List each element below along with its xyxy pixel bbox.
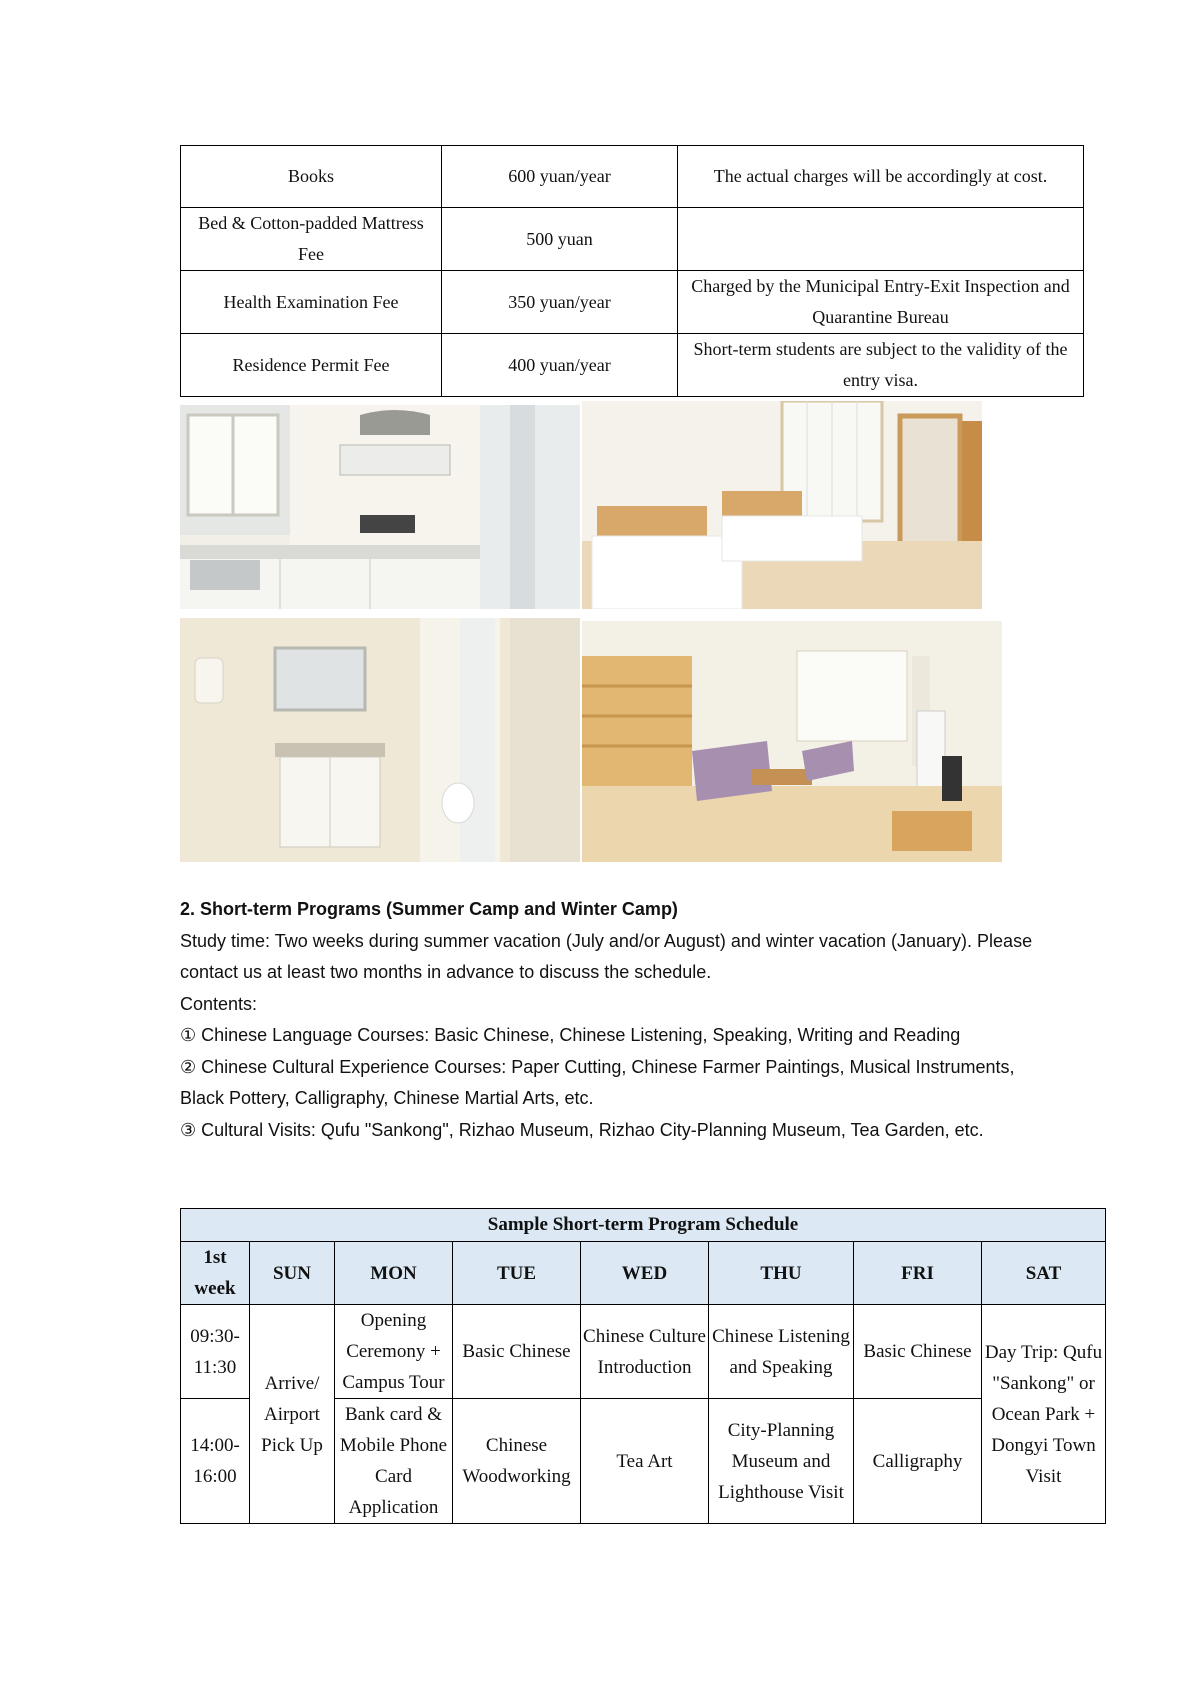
table-row [181, 334, 1084, 397]
schedule-cell-sun: Arrive/ Airport Pick Up [250, 1305, 335, 1524]
day-header: SAT [982, 1242, 1106, 1305]
fee-amount: 400 yuan/year [442, 334, 678, 397]
short-term-programs-section [180, 894, 1040, 1146]
day-header: SUN [250, 1242, 335, 1305]
schedule-cell: Basic Chinese [453, 1305, 581, 1399]
fee-note: Charged by the Municipal Entry-Exit Inspection and Quarantine Bureau [678, 271, 1084, 334]
table-row [181, 271, 1084, 334]
schedule-cell: Calligraphy [854, 1399, 982, 1524]
schedule-cell: Tea Art [581, 1399, 709, 1524]
table-row [181, 208, 1084, 271]
schedule-cell: Chinese Woodworking [453, 1399, 581, 1524]
time-slot: 09:30-11:30 [181, 1305, 250, 1399]
schedule-title: Sample Short-term Program Schedule [181, 1209, 1106, 1242]
schedule-cell: Basic Chinese [854, 1305, 982, 1399]
week-label: 1st week [181, 1242, 250, 1305]
day-header: WED [581, 1242, 709, 1305]
table-row [181, 1305, 1106, 1399]
fee-note [678, 208, 1084, 271]
table-row [181, 1242, 1106, 1305]
table-row [181, 1209, 1106, 1242]
day-header: FRI [854, 1242, 982, 1305]
schedule-cell-sat: Day Trip: Qufu "Sankong" or Ocean Park + Dongyi Town Visit [982, 1305, 1106, 1524]
day-header: TUE [453, 1242, 581, 1305]
schedule-cell: Bank card & Mobile Phone Card Application [335, 1399, 453, 1524]
study-time-text: Study time: Two weeks during summer vacation (July and/or August) and winter vacation (January). Please contact us at least two months in advance to discuss the schedule. [180, 930, 1033, 982]
list-item: ③ Cultural Visits: Qufu "Sankong", Rizhao Museum, Rizhao City-Planning Museum, Tea Garden, etc. [180, 1119, 984, 1140]
time-slot: 14:00-16:00 [181, 1399, 250, 1524]
fee-item: Residence Permit Fee [181, 334, 442, 397]
day-header: THU [709, 1242, 854, 1305]
table-row [181, 146, 1084, 208]
fee-note: Short-term students are subject to the validity of the entry visa. [678, 334, 1084, 397]
fee-amount: 350 yuan/year [442, 271, 678, 334]
fee-item: Health Examination Fee [181, 271, 442, 334]
day-header: MON [335, 1242, 453, 1305]
fee-item: Bed & Cotton-padded Mattress Fee [181, 208, 442, 271]
bedroom-photo [582, 401, 982, 609]
schedule-cell: Opening Ceremony + Campus Tour [335, 1305, 453, 1399]
living-room-photo [582, 621, 1002, 862]
section-heading: 2. Short-term Programs (Summer Camp and Winter Camp) [180, 899, 678, 919]
kitchen-photo [180, 405, 580, 609]
bathroom-photo [180, 618, 580, 862]
schedule-table [180, 1208, 1106, 1524]
contents-label: Contents: [180, 993, 258, 1014]
schedule-cell: City-Planning Museum and Lighthouse Visit [709, 1399, 854, 1524]
fee-amount: 500 yuan [442, 208, 678, 271]
fee-note: The actual charges will be accordingly at cost. [678, 146, 1084, 208]
list-item: ② Chinese Cultural Experience Courses: Paper Cutting, Chinese Farmer Paintings, Musical Instruments, Black Pottery, Calligraphy, Chinese Martial Arts, etc. [180, 1056, 1015, 1108]
fee-amount: 600 yuan/year [442, 146, 678, 208]
schedule-cell: Chinese Listening and Speaking [709, 1305, 854, 1399]
fee-table [180, 145, 1084, 397]
list-item: ① Chinese Language Courses: Basic Chinese, Chinese Listening, Speaking, Writing and Reading [180, 1025, 961, 1045]
schedule-cell: Chinese Culture Introduction [581, 1305, 709, 1399]
fee-item: Books [181, 146, 442, 208]
